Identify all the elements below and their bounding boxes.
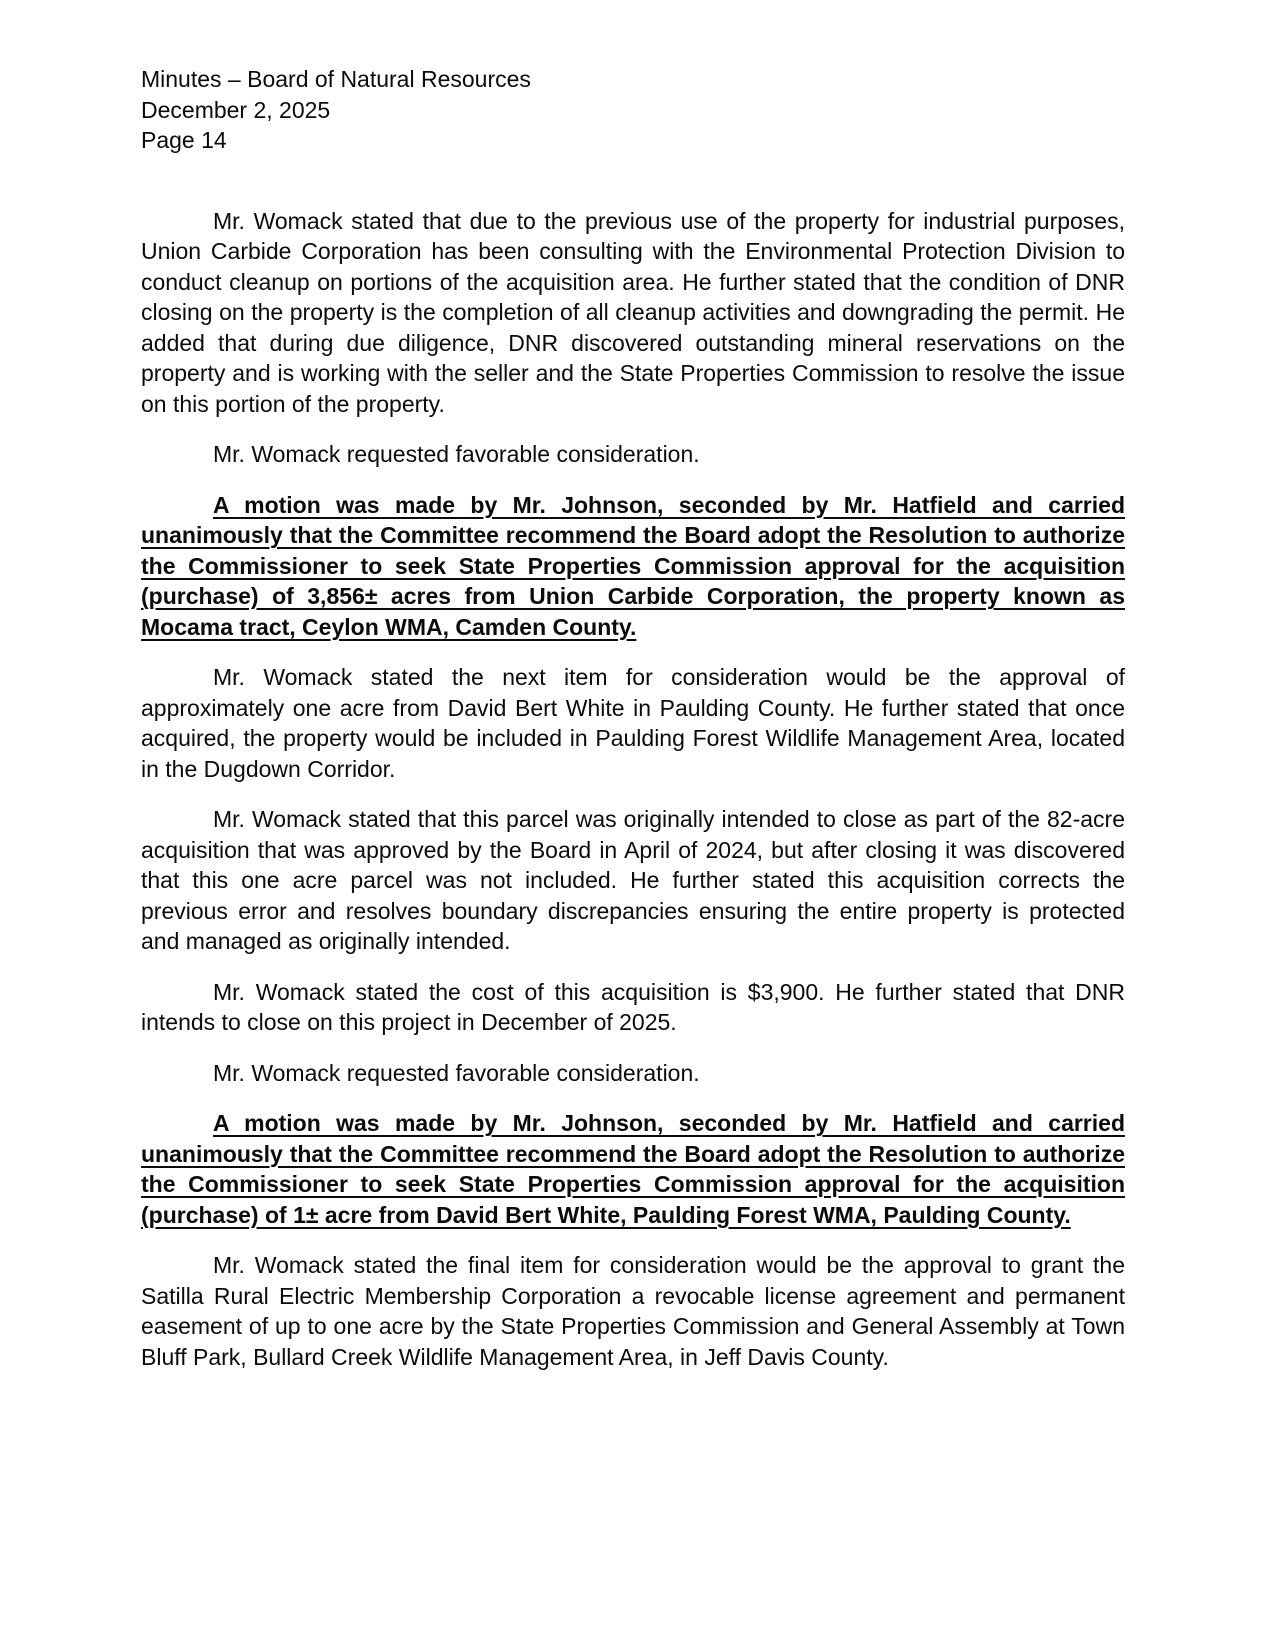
- header-page-number: Page 14: [141, 127, 227, 153]
- paragraph-union-carbide-cleanup: Mr. Womack stated that due to the previous use of the property for industrial purposes, Union Carbide Corporation has been consulting with the Environmental Protection Division to conduct cleanup on portions of the acquisition area. He further stated that the condition of DNR closing on the property is the completion of all cleanup activities and downgrading the permit. He added that during due diligence, DNR discovered outstanding mineral reservations on the property and is working with the seller and the State Properties Commission to resolve the issue on this portion of the property.: [141, 207, 1125, 417]
- document-body: [141, 206, 1125, 1373]
- motion-paragraph-union-carbide: A motion was made by Mr. Johnson, seconded by Mr. Hatfield and carried unanimously that the Committee recommend the Board adopt the Resolution to authorize the Commissioner to seek State Properties Commission approval for the acquisition (purchase) of 3,856± acres from Union Carbide Corporation, the property known as Mocama tract, Ceylon WMA, Camden County.: [141, 491, 1125, 640]
- document-header: [141, 64, 1125, 156]
- paragraph-parcel-history: Mr. Womack stated that this parcel was originally intended to close as part of the 82-acre acquisition that was approved by the Board in April of 2024, but after closing it was discovered that this one acre parcel was not included. He further stated this acquisition corrects the previous error and resolves boundary discrepancies ensuring the entire property is protected and managed as originally intended.: [141, 806, 1125, 954]
- paragraph-favorable-consideration-1: Mr. Womack requested favorable consideration.: [213, 441, 700, 467]
- paragraph-satilla-easement: Mr. Womack stated the final item for consideration would be the approval to grant the Satilla Rural Electric Membership Corporation a revocable license agreement and permanent easement of up to one acre by the State Properties Commission and General Assembly at Town Bluff Park, Bullard Creek Wildlife Management Area, in Jeff Davis County.: [141, 1252, 1125, 1370]
- header-title: Minutes – Board of Natural Resources: [141, 66, 531, 92]
- paragraph-favorable-consideration-2: Mr. Womack requested favorable consideration.: [213, 1059, 700, 1086]
- paragraph-david-bert-white-intro: Mr. Womack stated the next item for consideration would be the approval of approximately one acre from David Bert White in Paulding County. He further stated that once acquired, the property would be included in Paulding Forest Wildlife Management Area, located in the Dugdown Corridor.: [141, 664, 1125, 782]
- motion-paragraph-david-bert-white: A motion was made by Mr. Johnson, seconded by Mr. Hatfield and carried unanimously that the Committee recommend the Board adopt the Resolution to authorize the Commissioner to seek State Properties Commission approval for the acquisition (purchase) of 1± acre from David Bert White, Paulding Forest WMA, Paulding County.: [141, 1110, 1125, 1228]
- paragraph-acquisition-cost: Mr. Womack stated the cost of this acquisition is $3,900. He further stated that DNR intends to close on this project in December of 2025.: [141, 978, 1125, 1035]
- header-date: December 2, 2025: [141, 96, 331, 123]
